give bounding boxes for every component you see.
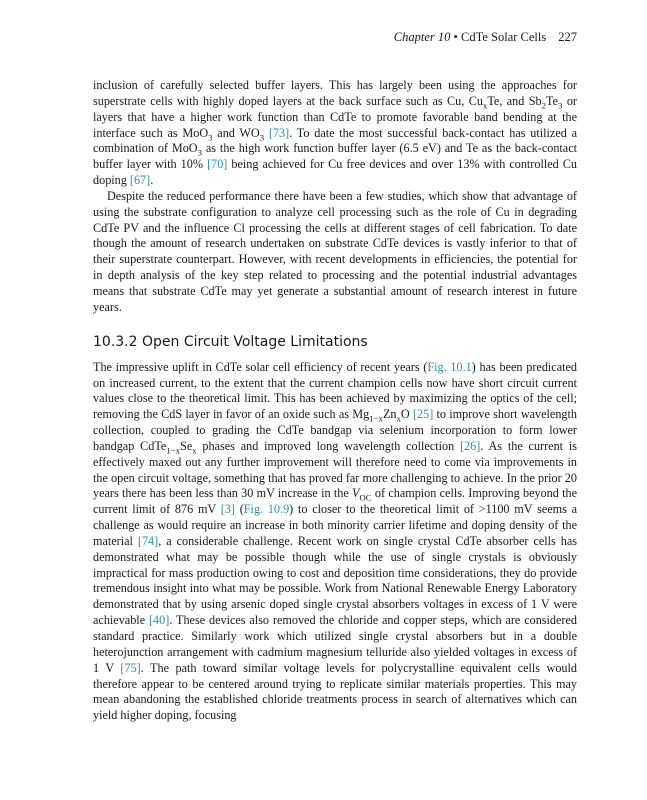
paragraph-buffer-layers: inclusion of carefully selected buffer layers. This has largely been using the approaches for superstrate cells with highly doped layers at the back surface such as Cu, $Cu_xTe$, and $Sb_2Te_3$ or layers that have a higher work function than CdTe to promote favorable band bending at the interface such as MoO$_3$ and $WO_3$ [73]. To date the most successful back-contact has utilized a combination of MoO$_3$ as the high work function buffer layer (6.5 eV) and Te as the back-contact buffer layer with 10% [70] being achieved for Cu free devices and over 13% with controlled Cu doping [67]. bbox=[93, 78, 578, 188]
page-number: 227 bbox=[558, 30, 577, 44]
citation-link[interactable]: [75] bbox=[120, 660, 141, 675]
page-body bbox=[93, 78, 577, 724]
paragraph-voc-limitations: The impressive uplift in CdTe solar cell efficiency of recent years (Fig. 10.1) has been predicated on increased current, to the extent that the current champion cells now have short circuit current values close to the theoretical limit. This has been achieved by maximizing the optics of the cell; removing the CdS layer in favor of an oxide such as $Mg_{1-x}Zn_xO$ [25] to improve short wavelength collection, coupled to grading the CdTe bandgap via selenium incorporation to form lower bandgap $CdTe_{1-x}Se_x$ phases and improved long wavelength collection [26]. As the current is effectively maxed out any further improvement will therefore need to come via improvements in the open circuit voltage, something that has proved far more challenging to achieve. In the prior 20 years there has been less than 30 mV increase in the $V_{OC}$ of champion cells. Improving beyond the current limit of 876 mV [3] (Fig. 10.9) to closer to the theoretical limit of >1100 mV seems a challenge as would require an increase in both minority carrier lifetime and doping density of the material [74], a considerable challenge. Recent work on single crystal CdTe absorber cells has demonstrated what may be possible though while the use of single crystals is obviously impractical for mass production owing to cost and deposition time considerations, they do provide tremendous insight into what may be possible. Work from National Renewable Energy Laboratory demonstrated that by using arsenic doped single crystal absorbers voltages in excess of 1 V were achievable [40]. These devices also removed the chloride and copper steps, which are considered standard practice. Similarly work which utilized single crystal absorbers but in a double heterojunction arrangement with cadmium magnesium telluride also yielded voltages in excess of 1 V [75]. The path toward similar voltage levels for polycrystalline equivalent cells would therefore appear to be centered around trying to replicate similar materials properties. This may mean abandoning the established chloride treatments process in search of alternatives which can yield higher doping, focusing bbox=[93, 359, 578, 723]
citation-link[interactable]: [26] bbox=[460, 438, 481, 453]
citation-link[interactable]: [25] bbox=[412, 407, 434, 422]
header-separator: • bbox=[450, 30, 462, 44]
citation-link[interactable]: [70] bbox=[207, 157, 228, 172]
section-title: Open Circuit Voltage Limitations bbox=[141, 333, 368, 350]
section-number: 10.3.2 bbox=[93, 333, 138, 350]
paragraph-substrate: Despite the reduced performance there have been a few studies, which show that advantage of using the substrate configuration to analyze cell processing such as the role of Cu in degrading CdTe PV and the influence Cl processing the cells at different stages of cell fabrication. To date though the amount of research undertaken on substrate CdTe devices is vastly inferior to that of their superstrate counterpart. However, with recent developments in efficiencies, the potential for in depth analysis of the key step related to processing and the potential industrial advantages means that substrate CdTe may yet generate a substantial amount of research interest in future years. bbox=[93, 188, 577, 314]
citation-link[interactable]: [67] bbox=[129, 173, 151, 188]
figure-link[interactable]: Fig. 10.9 bbox=[243, 502, 290, 517]
citation-link[interactable]: [74] bbox=[137, 533, 159, 548]
section-heading bbox=[93, 333, 577, 351]
figure-link[interactable]: Fig. 10.1 bbox=[427, 359, 472, 374]
citation-link[interactable]: [40] bbox=[148, 613, 170, 628]
running-header bbox=[394, 30, 577, 45]
citation-link[interactable]: [3] bbox=[220, 502, 235, 517]
chapter-title: CdTe Solar Cells bbox=[461, 30, 547, 44]
chapter-label: Chapter 10 bbox=[393, 30, 451, 44]
citation-link[interactable]: [73] bbox=[268, 125, 290, 140]
